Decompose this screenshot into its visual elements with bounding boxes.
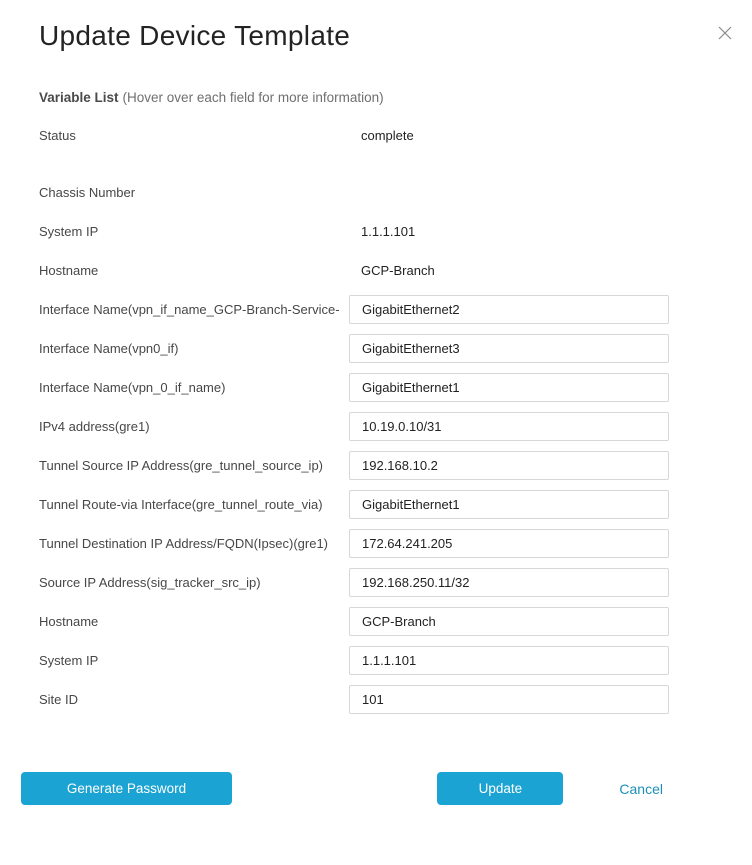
field-label: System IP — [39, 653, 99, 668]
static-field-row — [39, 217, 731, 246]
static-field-row — [39, 178, 731, 207]
field-input[interactable] — [349, 451, 669, 480]
update-device-template-modal — [0, 20, 752, 865]
field-input[interactable] — [349, 568, 669, 597]
field-label: Site ID — [39, 692, 79, 707]
field-label: Interface Name(vpn_0_if_name) — [39, 380, 226, 395]
field-label: System IP — [39, 224, 99, 239]
footer — [21, 772, 731, 805]
input-field-row — [39, 646, 731, 675]
input-field-row — [39, 412, 731, 441]
field-label: Status — [39, 128, 76, 143]
field-input[interactable] — [349, 373, 669, 402]
input-field-row — [39, 568, 731, 597]
input-field-row — [39, 490, 731, 519]
field-label: Tunnel Route-via Interface(gre_tunnel_route_via) — [39, 497, 323, 512]
variable-list-heading-note: (Hover over each field for more information) — [122, 90, 384, 105]
input-field-row — [39, 607, 731, 636]
field-label: Hostname — [39, 614, 99, 629]
field-value: complete — [361, 128, 414, 143]
input-field-row — [39, 295, 731, 324]
generate-password-button[interactable]: Generate Password — [21, 772, 232, 805]
static-rows — [39, 121, 731, 285]
field-input[interactable] — [349, 646, 669, 675]
field-value: 1.1.1.101 — [361, 224, 416, 239]
field-input[interactable] — [349, 529, 669, 558]
input-rows — [39, 295, 731, 714]
input-field-row — [39, 685, 731, 714]
static-field-row — [39, 256, 731, 285]
cancel-link[interactable]: Cancel — [619, 780, 663, 797]
field-label: Tunnel Destination IP Address/FQDN(Ipsec)(gre1) — [39, 536, 329, 551]
field-label: Chassis Number — [39, 185, 136, 200]
input-field-row — [39, 451, 731, 480]
field-input[interactable] — [349, 334, 669, 363]
input-field-row — [39, 529, 731, 558]
field-input[interactable] — [349, 412, 669, 441]
field-label: Interface Name(vpn0_if) — [39, 341, 179, 356]
variable-list-heading — [39, 90, 731, 105]
static-field-row — [39, 121, 731, 150]
field-label: Source IP Address(sig_tracker_src_ip) — [39, 575, 261, 590]
field-input[interactable] — [349, 490, 669, 519]
field-input[interactable] — [349, 607, 669, 636]
field-label: Hostname — [39, 263, 99, 278]
close-icon[interactable] — [717, 25, 733, 41]
field-input[interactable] — [349, 295, 669, 324]
input-field-row — [39, 334, 731, 363]
field-label: IPv4 address(gre1) — [39, 419, 150, 434]
field-label: Interface Name(vpn_if_name_GCP-Branch-Service- — [39, 302, 340, 317]
variable-list-form — [21, 121, 731, 714]
variable-list-heading-label: Variable List — [39, 90, 119, 105]
page-title: Update Device Template — [39, 20, 351, 51]
input-field-row — [39, 373, 731, 402]
update-button[interactable]: Update — [437, 772, 563, 805]
field-input[interactable] — [349, 685, 669, 714]
field-label: Tunnel Source IP Address(gre_tunnel_source_ip) — [39, 458, 324, 473]
field-value: GCP-Branch — [361, 263, 435, 278]
